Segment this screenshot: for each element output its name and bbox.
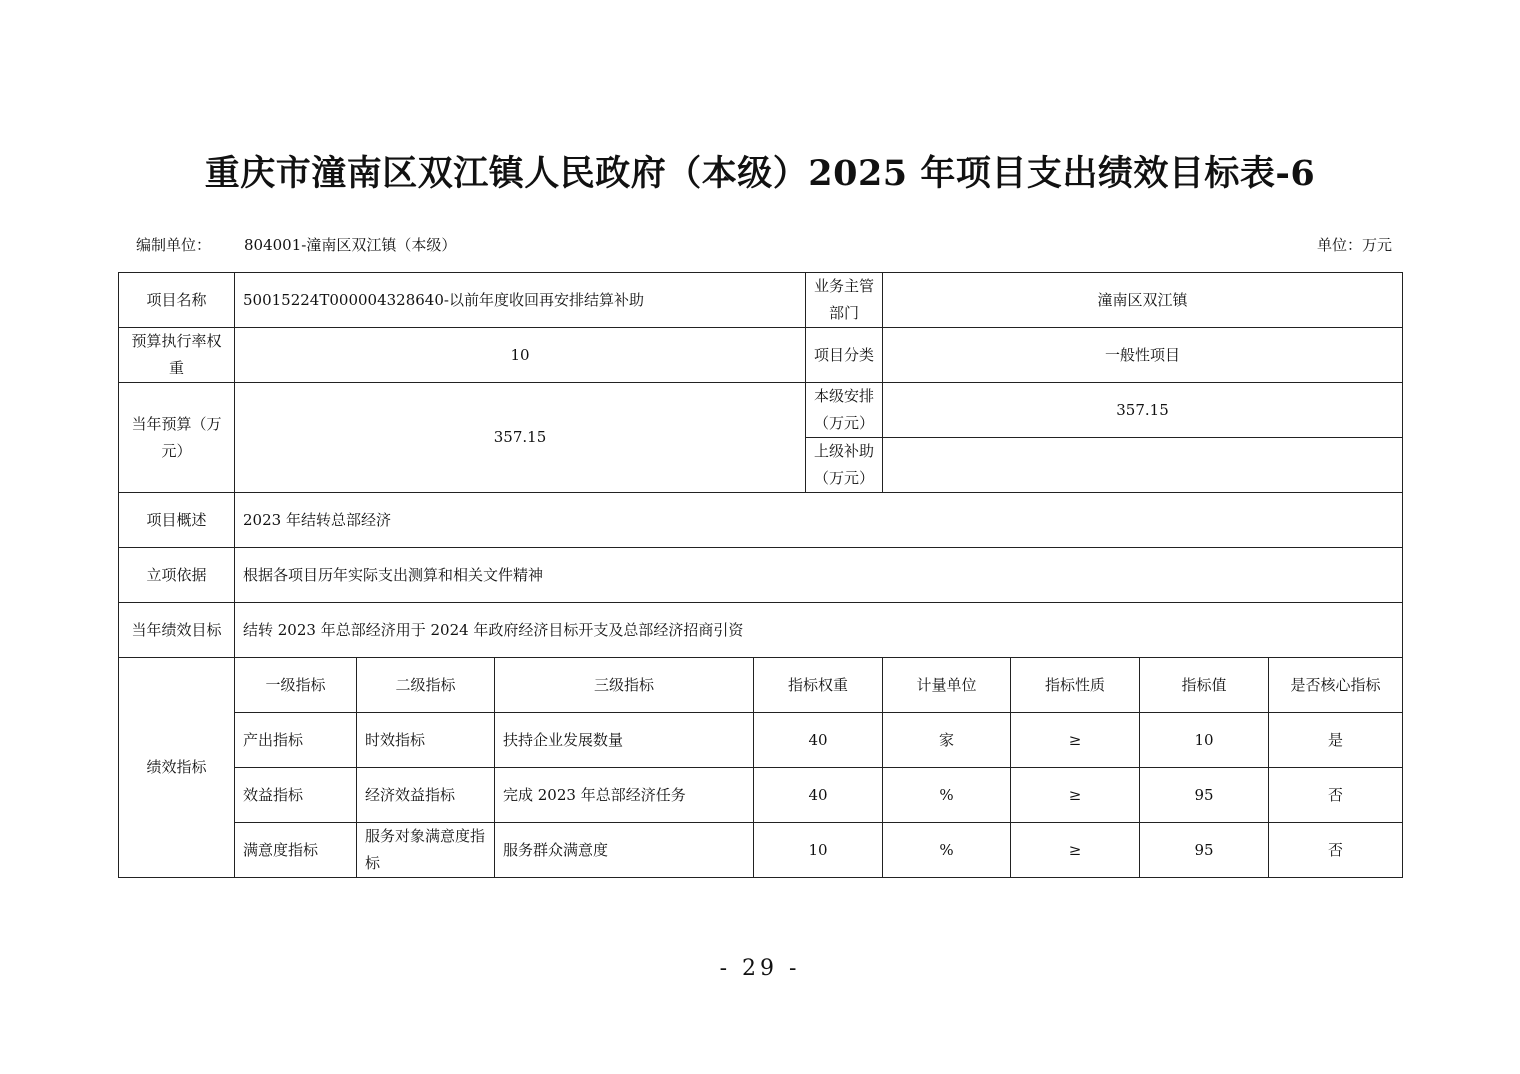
row-exec-rate — [119, 328, 1403, 383]
header-core: 是否核心指标 — [1269, 658, 1403, 713]
header-level3: 三级指标 — [495, 658, 754, 713]
dept-label: 业务主管部门 — [806, 273, 883, 328]
indicators-section-label: 绩效指标 — [119, 658, 235, 878]
project-name-value: 50015224T000004328640-以前年度收回再安排结算补助 — [235, 273, 806, 328]
compile-unit-label: 编制单位： — [136, 236, 212, 254]
indicator-header-row — [119, 658, 1403, 713]
row-basis — [119, 548, 1403, 603]
core-cell: 否 — [1269, 823, 1403, 878]
overview-label: 项目概述 — [119, 493, 235, 548]
weight-cell: 40 — [754, 768, 883, 823]
weight-cell: 40 — [754, 713, 883, 768]
basis-label: 立项依据 — [119, 548, 235, 603]
local-value: 357.15 — [883, 383, 1403, 438]
header-unit: 计量单位 — [883, 658, 1011, 713]
row-budget-local — [119, 383, 1403, 438]
row-project-name — [119, 273, 1403, 328]
nature-cell: ≥ — [1011, 713, 1140, 768]
currency-unit: 单位：万元 — [1316, 236, 1392, 254]
level1-cell: 产出指标 — [235, 713, 357, 768]
value-cell: 10 — [1140, 713, 1269, 768]
compile-unit-value: 804001-潼南区双江镇（本级） — [244, 236, 457, 254]
overview-value: 2023 年结转总部经济 — [235, 493, 1403, 548]
level1-cell: 效益指标 — [235, 768, 357, 823]
level3-cell: 扶持企业发展数量 — [495, 713, 754, 768]
page-number: - 29 - — [719, 956, 801, 981]
table-row — [119, 823, 1403, 878]
header-weight: 指标权重 — [754, 658, 883, 713]
core-cell: 否 — [1269, 768, 1403, 823]
budget-value: 357.15 — [235, 383, 806, 493]
unit-cell: % — [883, 823, 1011, 878]
project-name-label: 项目名称 — [119, 273, 235, 328]
superior-value — [883, 438, 1403, 493]
unit-cell: % — [883, 768, 1011, 823]
local-label: 本级安排（万元） — [806, 383, 883, 438]
table-row — [119, 713, 1403, 768]
level2-cell: 时效指标 — [357, 713, 495, 768]
header-level2: 二级指标 — [357, 658, 495, 713]
superior-label: 上级补助（万元） — [806, 438, 883, 493]
level3-cell: 服务群众满意度 — [495, 823, 754, 878]
rate-label: 预算执行率权重 — [119, 328, 235, 383]
nature-cell: ≥ — [1011, 823, 1140, 878]
row-goal — [119, 603, 1403, 658]
budget-label: 当年预算（万元） — [119, 383, 235, 493]
category-label: 项目分类 — [806, 328, 883, 383]
weight-cell: 10 — [754, 823, 883, 878]
header-level1: 一级指标 — [235, 658, 357, 713]
row-overview — [119, 493, 1403, 548]
nature-cell: ≥ — [1011, 768, 1140, 823]
goal-label: 当年绩效目标 — [119, 603, 235, 658]
category-value: 一般性项目 — [883, 328, 1403, 383]
dept-value: 潼南区双江镇 — [883, 273, 1403, 328]
header-nature: 指标性质 — [1011, 658, 1140, 713]
level3-cell: 完成 2023 年总部经济任务 — [495, 768, 754, 823]
goal-value: 结转 2023 年总部经济用于 2024 年政府经济目标开支及总部经济招商引资 — [235, 603, 1403, 658]
header-value: 指标值 — [1140, 658, 1269, 713]
level1-cell: 满意度指标 — [235, 823, 357, 878]
rate-value: 10 — [235, 328, 806, 383]
level2-cell: 服务对象满意度指标 — [357, 823, 495, 878]
page-title: 重庆市潼南区双江镇人民政府（本级）2025 年项目支出绩效目标表-6 — [204, 153, 1316, 194]
value-cell: 95 — [1140, 768, 1269, 823]
level2-cell: 经济效益指标 — [357, 768, 495, 823]
table-row — [119, 768, 1403, 823]
value-cell: 95 — [1140, 823, 1269, 878]
performance-table — [118, 272, 1403, 878]
basis-value: 根据各项目历年实际支出测算和相关文件精神 — [235, 548, 1403, 603]
core-cell: 是 — [1269, 713, 1403, 768]
unit-cell: 家 — [883, 713, 1011, 768]
